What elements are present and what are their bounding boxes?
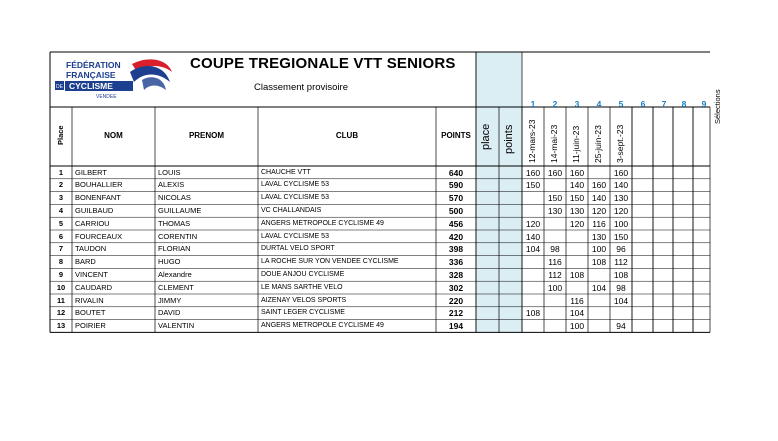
cell-place: 10 xyxy=(56,282,66,292)
header-points-col: points xyxy=(503,124,515,154)
cell-round-points: 116 xyxy=(548,257,562,268)
cell-nom: TAUDON xyxy=(75,244,107,254)
cell-nom: RIVALIN xyxy=(75,295,104,305)
cell-nom: VINCENT xyxy=(75,269,108,279)
cell-nom: FOURCEAUX xyxy=(75,231,123,241)
cell-place: 9 xyxy=(58,269,64,279)
cell-place: 6 xyxy=(58,231,64,241)
cell-round-points: 112 xyxy=(548,269,562,280)
cell-points: 500 xyxy=(448,205,464,216)
header-nom: NOM xyxy=(104,131,123,140)
cell-round-points: 150 xyxy=(525,180,541,191)
cell-round-points: 140 xyxy=(569,180,585,191)
cell-round-points: 108 xyxy=(591,257,607,268)
cell-round-points: 100 xyxy=(591,244,607,255)
cell-place: 12 xyxy=(56,308,66,318)
header-place-col: place xyxy=(480,123,492,150)
cell-round-points: 98 xyxy=(616,282,626,293)
round-number: 7 xyxy=(661,99,667,109)
cell-points: 328 xyxy=(448,269,464,280)
cell-round-points: 140 xyxy=(591,193,607,204)
cell-nom: BARD xyxy=(75,257,96,267)
logo-ffc: DE xyxy=(56,84,63,90)
cell-points: 398 xyxy=(448,244,464,255)
header-place: Place xyxy=(56,125,65,145)
round-date: 12-mars-23 xyxy=(527,119,537,163)
cell-prenom: CORENTIN xyxy=(158,231,198,241)
cell-club: VC CHALLANDAIS xyxy=(261,206,322,214)
cell-nom: GILBERT xyxy=(75,167,107,177)
cell-prenom: HUGO xyxy=(158,257,181,267)
cell-round-points: 108 xyxy=(525,308,541,319)
cell-round-points: 104 xyxy=(569,308,585,319)
cell-points: 456 xyxy=(448,218,464,229)
round-date: 11-juin-23 xyxy=(571,125,581,163)
cell-nom: POIRIER xyxy=(75,321,106,331)
cell-round-points: 160 xyxy=(613,167,629,178)
cell-round-points: 108 xyxy=(613,269,629,280)
round-number: 5 xyxy=(618,99,624,109)
cell-points: 194 xyxy=(448,321,464,332)
cell-points: 590 xyxy=(448,180,464,191)
logo-line1: FÉDÉRATION xyxy=(66,60,121,70)
logo-line3: CYCLISME xyxy=(69,81,113,91)
cell-club: ANGERS METROPOLE CYCLISME 49 xyxy=(261,219,384,227)
cell-nom: CARRIOU xyxy=(75,218,110,228)
cell-round-points: 100 xyxy=(569,321,585,332)
cell-round-points: 104 xyxy=(525,244,541,255)
cell-round-points: 150 xyxy=(547,193,563,204)
cell-club: AIZENAY VELOS SPORTS xyxy=(261,296,347,304)
cell-round-points: 160 xyxy=(569,167,585,178)
cell-place: 4 xyxy=(58,205,64,215)
cell-round-points: 116 xyxy=(570,295,584,306)
cell-points: 220 xyxy=(448,295,464,306)
round-number: 9 xyxy=(701,99,707,109)
cell-round-points: 120 xyxy=(525,218,541,229)
header-points: POINTS xyxy=(441,131,471,140)
cell-nom: BOUTET xyxy=(75,308,106,318)
cell-prenom: VALENTIN xyxy=(158,321,195,331)
cell-club: LA ROCHE SUR YON VENDEE CYCLISME xyxy=(261,258,399,266)
round-number: 6 xyxy=(640,99,646,109)
cell-prenom: THOMAS xyxy=(158,218,191,228)
cell-round-points: 160 xyxy=(547,167,563,178)
cell-round-points: 140 xyxy=(613,180,629,191)
cell-round-points: 116 xyxy=(592,218,606,229)
logo-line2: FRANÇAISE xyxy=(66,70,116,80)
cell-nom: BONENFANT xyxy=(75,193,121,203)
cell-club: CHAUCHE VTT xyxy=(261,168,311,176)
cell-prenom: JIMMY xyxy=(158,295,182,305)
cell-place: 1 xyxy=(58,167,64,177)
cell-prenom: ALEXIS xyxy=(158,180,185,190)
cell-club: ANGERS METROPOLE CYCLISME 49 xyxy=(261,322,384,330)
header-club: CLUB xyxy=(335,131,359,140)
cell-club: DURTAL VELO SPORT xyxy=(261,245,335,253)
logo-line4: VENDEE xyxy=(96,94,117,100)
cell-points: 336 xyxy=(448,257,464,268)
cell-round-points: 104 xyxy=(591,282,607,293)
cell-round-points: 104 xyxy=(613,295,629,306)
cell-prenom: GUILLAUME xyxy=(158,205,202,215)
cell-place: 3 xyxy=(58,193,64,203)
cell-prenom: DAVID xyxy=(158,308,181,318)
cell-place: 7 xyxy=(58,244,64,254)
cell-round-points: 150 xyxy=(613,231,629,242)
cell-round-points: 96 xyxy=(616,244,626,255)
cell-round-points: 120 xyxy=(569,218,585,229)
cell-round-points: 160 xyxy=(525,167,541,178)
cell-points: 212 xyxy=(448,308,464,319)
cell-place: 2 xyxy=(58,180,64,190)
cell-round-points: 98 xyxy=(550,244,560,255)
cell-round-points: 108 xyxy=(569,269,585,280)
round-number: 2 xyxy=(552,99,558,109)
cell-club: LAVAL CYCLISME 53 xyxy=(261,194,329,202)
cell-club: LE MANS SARTHE VELO xyxy=(261,283,343,291)
page-subtitle: Classement provisoire xyxy=(254,82,348,93)
round-date: 3-sept.-23 xyxy=(615,124,625,163)
cell-place: 5 xyxy=(58,218,64,228)
cell-prenom: LOUIS xyxy=(158,167,181,177)
round-number: 1 xyxy=(530,99,536,109)
cell-club: LAVAL CYCLISME 53 xyxy=(261,181,329,189)
cell-round-points: 130 xyxy=(591,231,607,242)
cell-place: 13 xyxy=(56,321,66,331)
cell-club: SAINT LEGER CYCLISME xyxy=(261,309,345,317)
round-number: 3 xyxy=(574,99,580,109)
cell-prenom: CLEMENT xyxy=(158,282,194,292)
cell-nom: CAUDARD xyxy=(75,282,113,292)
header-prenom: PRENOM xyxy=(188,131,225,140)
cell-prenom: NICOLAS xyxy=(158,193,191,203)
cell-points: 420 xyxy=(448,231,464,242)
cell-prenom: FLORIAN xyxy=(158,244,191,254)
cell-round-points: 130 xyxy=(569,205,585,216)
cell-club: LAVAL CYCLISME 53 xyxy=(261,232,329,240)
page-title: COUPE TREGIONALE VTT SENIORS xyxy=(190,55,456,72)
cell-round-points: 130 xyxy=(547,205,563,216)
cell-round-points: 94 xyxy=(616,321,626,332)
cell-round-points: 130 xyxy=(613,193,629,204)
cell-round-points: 150 xyxy=(569,193,585,204)
cell-points: 640 xyxy=(448,167,464,178)
cell-round-points: 120 xyxy=(591,205,607,216)
cell-place: 8 xyxy=(58,257,64,267)
cell-points: 302 xyxy=(448,282,464,293)
cell-round-points: 160 xyxy=(591,180,607,191)
cell-nom: BOUHALLIER xyxy=(75,180,123,190)
cell-club: DOUE ANJOU CYCLISME xyxy=(261,270,345,278)
cell-points: 570 xyxy=(448,193,464,204)
round-date: 25-juin-23 xyxy=(593,125,603,163)
cell-round-points: 100 xyxy=(613,218,629,229)
round-number: 8 xyxy=(681,99,687,109)
cell-place: 11 xyxy=(57,295,65,305)
cell-round-points: 100 xyxy=(547,282,563,293)
round-date: 14-mai-23 xyxy=(549,124,559,163)
header-selections: Sélections xyxy=(713,89,722,124)
cell-round-points: 112 xyxy=(614,257,628,268)
cell-round-points: 140 xyxy=(525,231,541,242)
cell-nom: GUILBAUD xyxy=(75,205,114,215)
round-number: 4 xyxy=(596,99,602,109)
cell-round-points: 120 xyxy=(613,205,629,216)
cell-prenom: Alexandre xyxy=(158,269,192,279)
